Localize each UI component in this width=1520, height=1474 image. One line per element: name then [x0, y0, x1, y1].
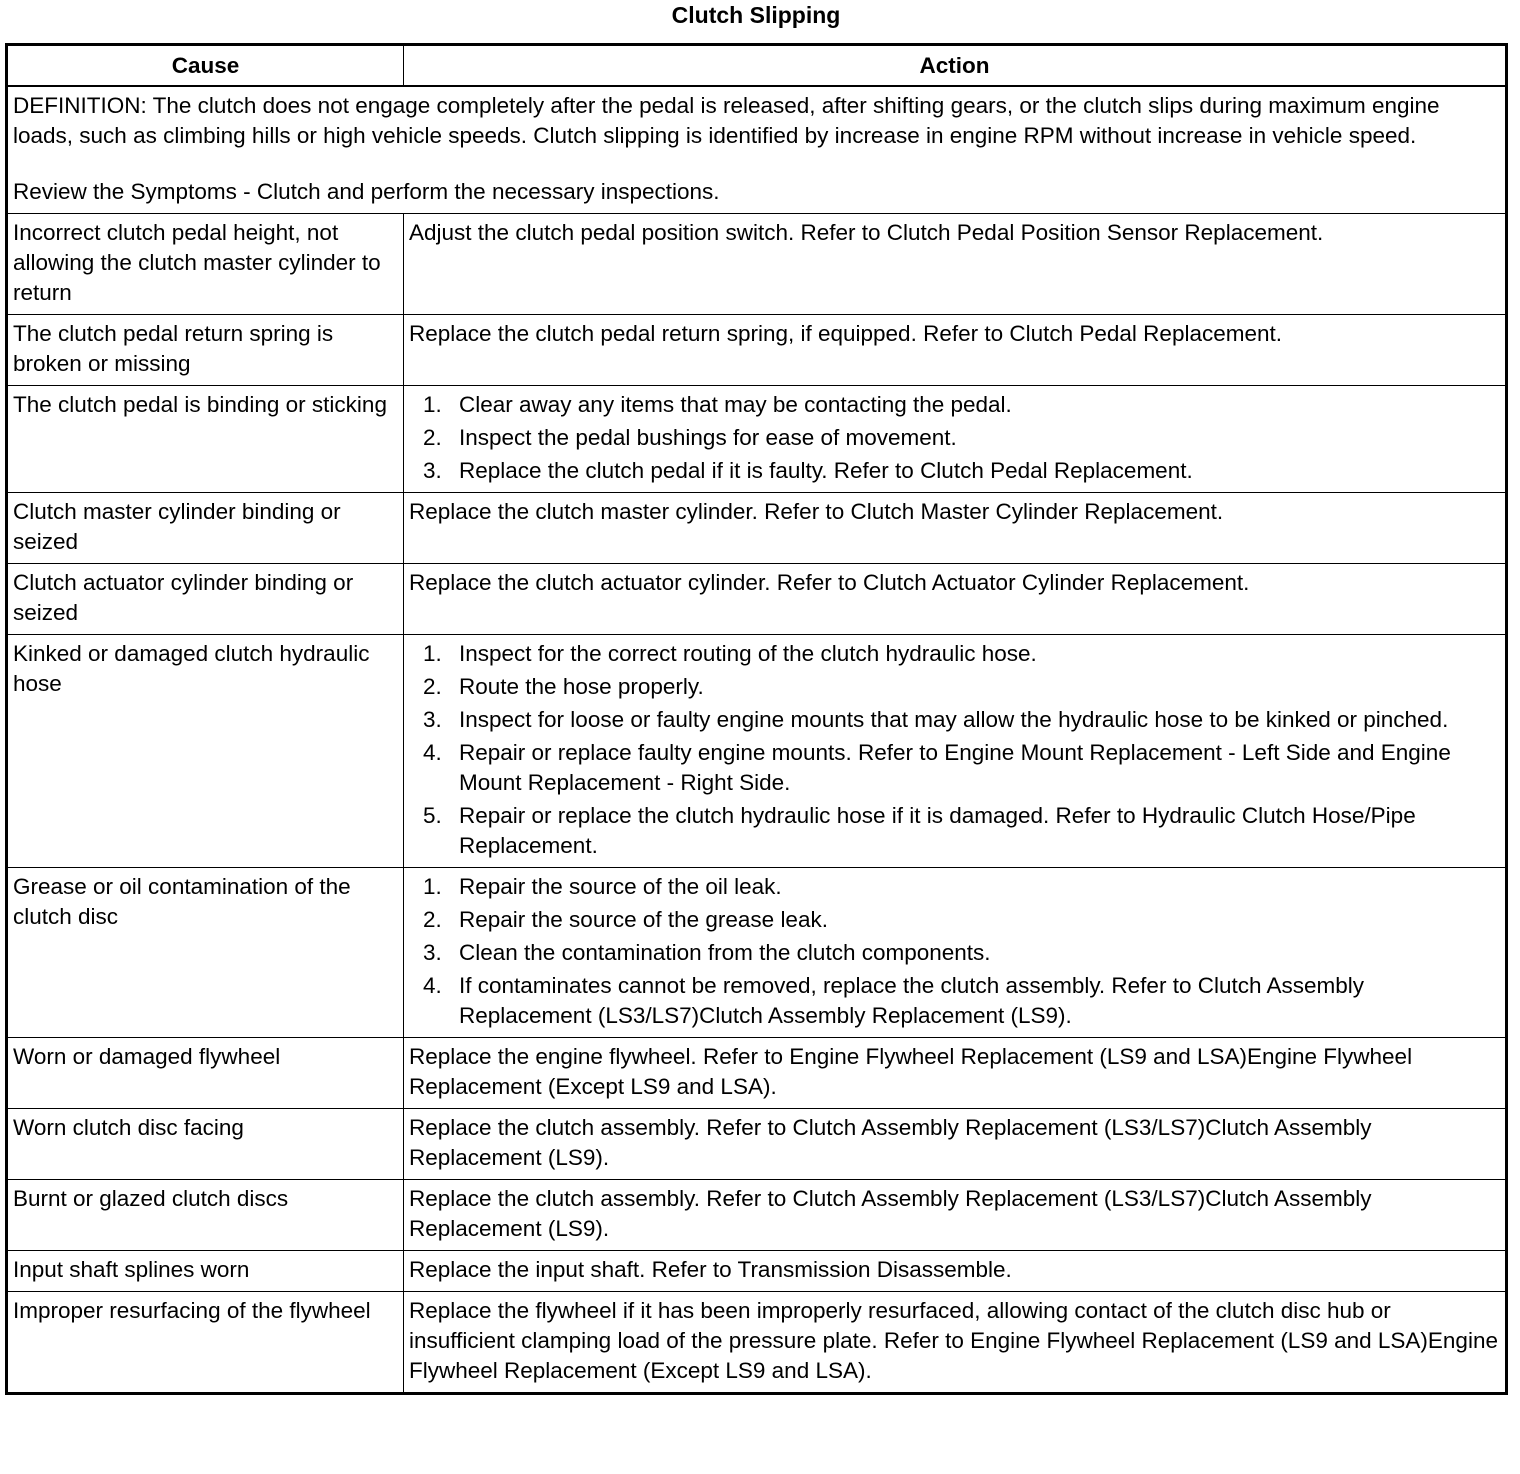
action-cell: Replace the engine flywheel. Refer to Engine Flywheel Replacement (LS9 and LSA)Engine Flywheel Replacement (Except LS9 and LSA).	[404, 1038, 1507, 1109]
table-row	[7, 1292, 1507, 1394]
action-step: Repair or replace the clutch hydraulic hose if it is damaged. Refer to Hydraulic Clutch Hose/Pipe Replacement.	[459, 803, 1416, 858]
header-cause: Cause	[7, 45, 404, 87]
action-step: Inspect for loose or faulty engine mounts that may allow the hydraulic hose to be kinked or pinched.	[459, 707, 1449, 732]
action-step: Clear away any items that may be contacting the pedal.	[459, 392, 1012, 417]
table-row	[7, 635, 1507, 868]
cause-cell: The clutch pedal return spring is broken or missing	[7, 315, 404, 386]
cause-cell: Input shaft splines worn	[7, 1251, 404, 1292]
cause-cell: Clutch master cylinder binding or seized	[7, 493, 404, 564]
table-row	[7, 214, 1507, 315]
troubleshooting-table	[5, 43, 1508, 1395]
action-step: If contaminates cannot be removed, replace the clutch assembly. Refer to Clutch Assembly Replacement (LS3/LS7)Clutch Assembly Replacement (LS9).	[459, 973, 1365, 1028]
table-body	[7, 86, 1507, 1394]
cause-cell: Kinked or damaged clutch hydraulic hose	[7, 635, 404, 868]
action-steps-list	[409, 872, 1499, 1031]
action-cell: Replace the clutch assembly. Refer to Clutch Assembly Replacement (LS3/LS7)Clutch Assembly Replacement (LS9).	[404, 1180, 1507, 1251]
definition-spacer	[13, 151, 1499, 177]
action-step: Repair the source of the grease leak.	[459, 907, 828, 932]
table-row	[7, 386, 1507, 493]
action-cell: Replace the clutch actuator cylinder. Refer to Clutch Actuator Cylinder Replacement.	[404, 564, 1507, 635]
cause-cell: Worn or damaged flywheel	[7, 1038, 404, 1109]
review-text: Review the Symptoms - Clutch and perform the necessary inspections.	[13, 179, 720, 204]
table-row	[7, 868, 1507, 1038]
action-steps-list	[409, 390, 1499, 486]
table-row	[7, 564, 1507, 635]
action-cell: Replace the flywheel if it has been improperly resurfaced, allowing contact of the clutch disc hub or insufficient clamping load of the pressure plate. Refer to Engine Flywheel Replacement (LS9 and LSA)Engine Flywheel Replacement (Except LS9 and LSA).	[404, 1292, 1507, 1394]
action-cell: Replace the clutch master cylinder. Refer to Clutch Master Cylinder Replacement.	[404, 493, 1507, 564]
cause-cell: Improper resurfacing of the flywheel	[7, 1292, 404, 1394]
action-step: Repair the source of the oil leak.	[459, 874, 782, 899]
action-step: Clean the contamination from the clutch components.	[459, 940, 991, 965]
table-row	[7, 1251, 1507, 1292]
action-cell	[404, 635, 1507, 868]
cause-cell: Burnt or glazed clutch discs	[7, 1180, 404, 1251]
definition-text: DEFINITION: The clutch does not engage completely after the pedal is released, after shifting gears, or the clutch slips during maximum engine loads, such as climbing hills or high vehicle speeds. Clutch slipping is identified by increase in engine RPM without increase in vehicle speed.	[13, 93, 1440, 148]
action-step: Inspect for the correct routing of the clutch hydraulic hose.	[459, 641, 1037, 666]
action-step: Route the hose properly.	[459, 674, 704, 699]
header-action: Action	[404, 45, 1507, 87]
cause-cell: Clutch actuator cylinder binding or seized	[7, 564, 404, 635]
table-row	[7, 493, 1507, 564]
action-cell: Replace the clutch pedal return spring, if equipped. Refer to Clutch Pedal Replacement.	[404, 315, 1507, 386]
action-step: Replace the clutch pedal if it is faulty. Refer to Clutch Pedal Replacement.	[459, 458, 1193, 483]
cause-cell: The clutch pedal is binding or sticking	[7, 386, 404, 493]
cause-cell: Worn clutch disc facing	[7, 1109, 404, 1180]
cause-cell: Incorrect clutch pedal height, not allowing the clutch master cylinder to return	[7, 214, 404, 315]
action-cell	[404, 868, 1507, 1038]
action-step: Repair or replace faulty engine mounts. Refer to Engine Mount Replacement - Left Side and Engine Mount Replacement - Right Side.	[459, 740, 1451, 795]
action-steps-list	[409, 639, 1499, 861]
action-cell: Replace the input shaft. Refer to Transmission Disassemble.	[404, 1251, 1507, 1292]
table-row	[7, 1180, 1507, 1251]
table-header-row	[7, 45, 1507, 87]
table-row	[7, 1109, 1507, 1180]
action-step: Inspect the pedal bushings for ease of movement.	[459, 425, 957, 450]
document-title: Clutch Slipping	[671, 2, 841, 28]
table-row	[7, 315, 1507, 386]
definition-row	[7, 86, 1507, 214]
action-cell	[404, 386, 1507, 493]
cause-cell: Grease or oil contamination of the clutch disc	[7, 868, 404, 1038]
action-cell: Adjust the clutch pedal position switch. Refer to Clutch Pedal Position Sensor Replacement.	[404, 214, 1507, 315]
action-cell: Replace the clutch assembly. Refer to Clutch Assembly Replacement (LS3/LS7)Clutch Assembly Replacement (LS9).	[404, 1109, 1507, 1180]
definition-cell	[7, 86, 1507, 214]
table-row	[7, 1038, 1507, 1109]
